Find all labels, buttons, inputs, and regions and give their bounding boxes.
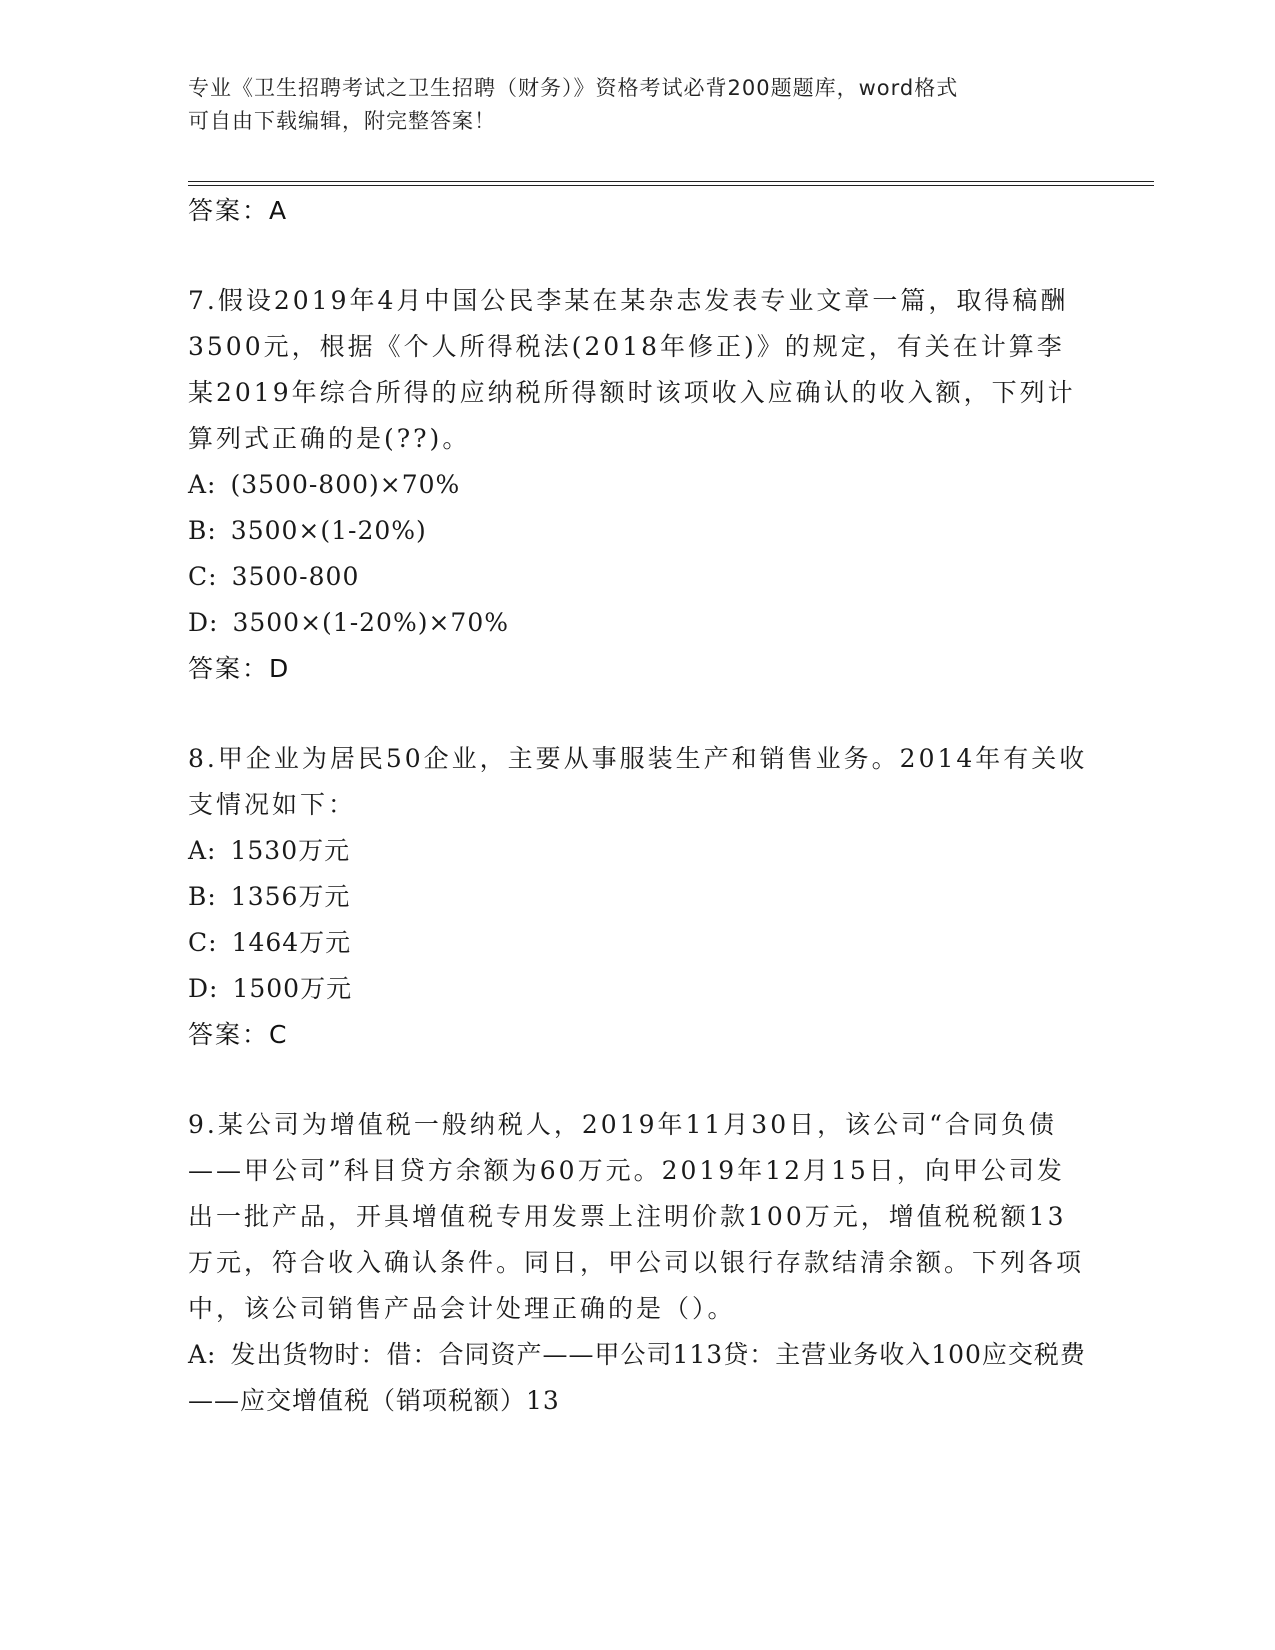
page-header bbox=[188, 72, 1068, 138]
option-a bbox=[188, 828, 1088, 874]
option-letter: D: bbox=[188, 974, 219, 1003]
option-text: 1500万元 bbox=[232, 974, 353, 1003]
question-stem: 9.某公司为增值税一般纳税人，2019年11月30日，该公司“合同负债——甲公司”科目贷方余额为60万元。2019年12月15日，向甲公司发出一批产品，开具增值税专用发票上注明价款100万元，增值税税额13万元，符合收入确认条件。同日，甲公司以银行存款结清余额。下列各项中，该公司销售产品会计处理正确的是（）。 bbox=[188, 1110, 1085, 1323]
option-text: 3500-800 bbox=[231, 562, 360, 591]
option-d bbox=[188, 600, 1088, 646]
answer-previous: 答案：A bbox=[188, 196, 289, 225]
question-stem: 8.甲企业为居民50企业，主要从事服装生产和销售业务。2014年有关收支情况如下： bbox=[188, 744, 1088, 819]
answer-7: 答案：D bbox=[188, 654, 291, 683]
option-text: (3500-800)×70% bbox=[230, 470, 461, 499]
option-letter: C: bbox=[188, 562, 218, 591]
option-a bbox=[188, 462, 1088, 508]
question-stem: 7.假设2019年4月中国公民李某在某杂志发表专业文章一篇，取得稿酬3500元，根据《个人所得税法(2018年修正)》的规定，有关在计算李某2019年综合所得的应纳税所得额时该项收入应确认的收入额，下列计算列式正确的是(??)。 bbox=[188, 286, 1076, 453]
question-8 bbox=[188, 736, 1088, 1058]
question-9 bbox=[188, 1102, 1088, 1424]
option-letter: B: bbox=[188, 882, 217, 911]
option-text: 3500×(1-20%) bbox=[230, 516, 427, 545]
option-a bbox=[188, 1332, 1088, 1424]
option-letter: A: bbox=[188, 1340, 217, 1369]
option-b bbox=[188, 508, 1088, 554]
document-body bbox=[188, 188, 1088, 1424]
option-c bbox=[188, 554, 1088, 600]
option-text: 1356万元 bbox=[230, 882, 351, 911]
option-c bbox=[188, 920, 1088, 966]
question-7 bbox=[188, 278, 1088, 692]
header-line-1: 专业《卫生招聘考试之卫生招聘（财务）》资格考试必背200题题库，word格式 bbox=[188, 76, 959, 100]
header-line-2: 可自由下载编辑，附完整答案！ bbox=[188, 109, 496, 133]
option-text: 发出货物时：借：合同资产——甲公司113贷：主营业务收入100应交税费——应交增值税（销项税额）13 bbox=[188, 1340, 1086, 1415]
option-text: 1464万元 bbox=[231, 928, 352, 957]
option-text: 1530万元 bbox=[230, 836, 351, 865]
header-divider bbox=[188, 181, 1154, 186]
option-text: 3500×(1-20%)×70% bbox=[232, 608, 509, 637]
option-letter: D: bbox=[188, 608, 219, 637]
option-letter: A: bbox=[188, 836, 217, 865]
answer-8: 答案：C bbox=[188, 1020, 289, 1049]
option-letter: A: bbox=[188, 470, 217, 499]
option-letter: B: bbox=[188, 516, 217, 545]
option-d bbox=[188, 966, 1088, 1012]
option-letter: C: bbox=[188, 928, 218, 957]
option-b bbox=[188, 874, 1088, 920]
